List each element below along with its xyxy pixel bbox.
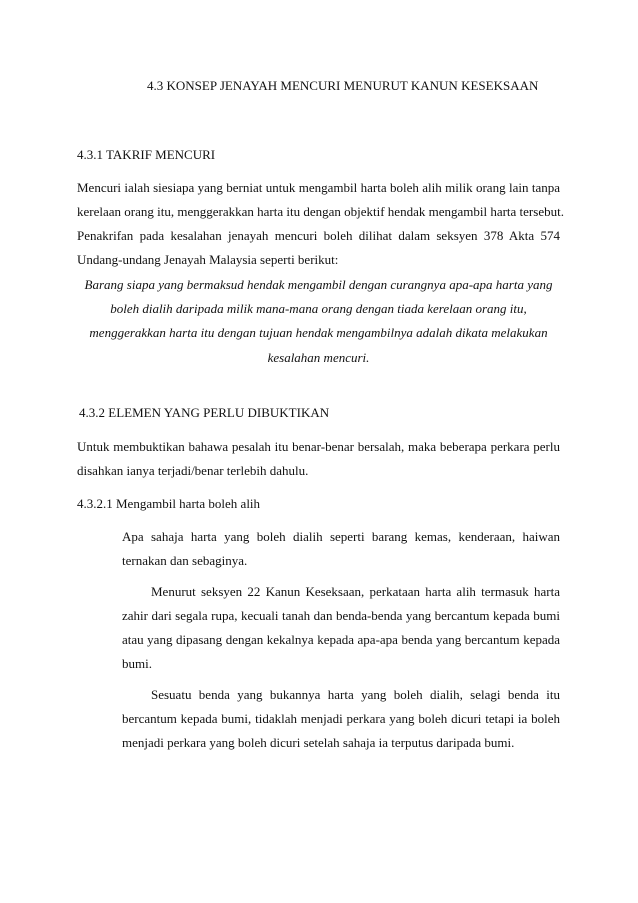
paragraph-line: bumi. (122, 656, 152, 671)
paragraph-line: ternakan dan sebaginya. (122, 553, 248, 568)
quote-line: menggerakkan harta itu dengan tujuan hendak mengambilnya adalah dikata melakukan (89, 325, 548, 340)
paragraph-line: disahkan ianya terjadi/benar terlebih dahulu. (77, 463, 309, 478)
paragraph-line: Penakrifan pada kesalahan jenayah mencuri boleh dilihat dalam seksyen 378 Akta 574 (77, 228, 560, 243)
paragraph-line: bercantum kepada bumi, tidaklah menjadi perkara yang boleh dicuri tetapi ia boleh (122, 711, 560, 726)
paragraph-line: kerelaan orang itu, menggerakkan harta itu dengan objektif hendak mengambil harta tersebut. (77, 204, 564, 219)
paragraph-line: Mencuri ialah siesiapa yang berniat untuk mengambil harta boleh alih milik orang lain tanpa (77, 180, 560, 195)
paragraph-line: menjadi perkara yang boleh dicuri setelah sahaja ia terputus daripada bumi. (122, 735, 515, 750)
paragraph-line: Sesuatu benda yang bukannya harta yang boleh dialih, selagi benda itu (151, 687, 560, 702)
paragraph-line: Undang-undang Jenayah Malaysia seperti berikut: (77, 252, 339, 267)
paragraph-line: atau yang dipasang dengan kekalnya kepada apa-apa benda yang bercantum kepada (122, 632, 560, 647)
quote-line: boleh dialih daripada milik mana-mana orang dengan tiada kerelaan orang itu, (110, 301, 527, 316)
quote-line: Barang siapa yang bermaksud hendak mengambil dengan curangnya apa-apa harta yang (84, 277, 553, 292)
paragraph-line: Menurut seksyen 22 Kanun Keseksaan, perkataan harta alih termasuk harta (151, 584, 560, 599)
heading-4-3-1: 4.3.1 TAKRIF MENCURI (77, 147, 216, 162)
quote-line: kesalahan mencuri. (267, 350, 370, 365)
paragraph-line: Apa sahaja harta yang boleh dialih seperti barang kemas, kenderaan, haiwan (122, 529, 560, 544)
paragraph-line: zahir dari segala rupa, kecuali tanah dan benda-benda yang bercantum kepada bumi (122, 608, 560, 623)
heading-4-3-2: 4.3.2 ELEMEN YANG PERLU DIBUKTIKAN (79, 405, 330, 420)
heading-4-3-2-1: 4.3.2.1 Mengambil harta boleh alih (77, 496, 261, 511)
section-title: 4.3 KONSEP JENAYAH MENCURI MENURUT KANUN KESEKSAAN (147, 78, 539, 93)
paragraph-line: Untuk membuktikan bahawa pesalah itu benar-benar bersalah, maka beberapa perkara perlu (77, 439, 560, 454)
